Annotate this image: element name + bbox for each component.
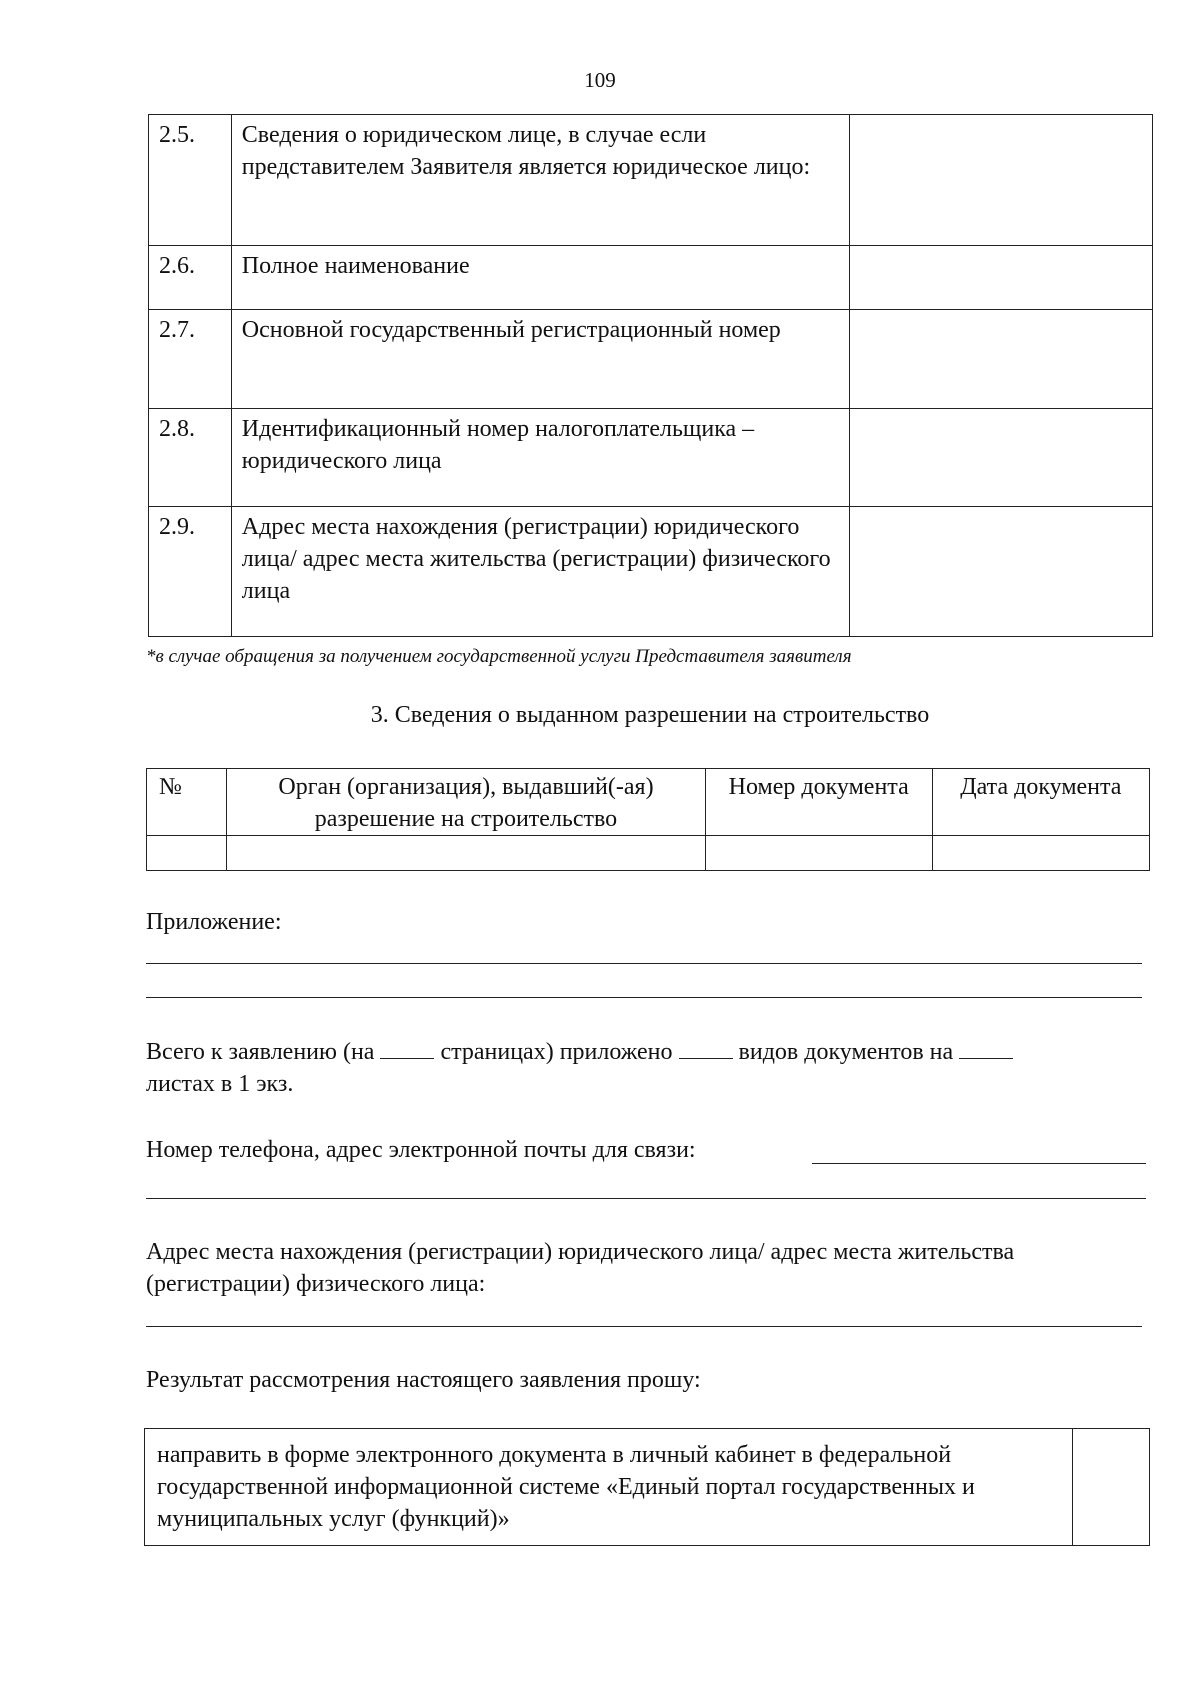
result-options-table bbox=[144, 1428, 1150, 1546]
result-label: Результат рассмотрения настоящего заявления прошу: bbox=[146, 1367, 701, 1393]
row-number: 2.7. bbox=[149, 310, 232, 409]
row-label: Основной государственный регистрационный номер bbox=[231, 310, 849, 409]
result-option-checkbox[interactable] bbox=[1073, 1429, 1150, 1546]
row-number: 2.8. bbox=[149, 409, 232, 507]
attachment-label: Приложение: bbox=[146, 909, 282, 935]
total-part-1: Всего к заявлению (на bbox=[146, 1039, 375, 1065]
doc-types-blank[interactable] bbox=[679, 1036, 733, 1059]
row-label: Полное наименование bbox=[231, 246, 849, 310]
attachment-line-1[interactable] bbox=[146, 963, 1142, 964]
row-number: 2.9. bbox=[149, 507, 232, 637]
cell-document-number[interactable] bbox=[705, 836, 932, 871]
table-row bbox=[149, 115, 1153, 246]
row-value-field[interactable] bbox=[850, 246, 1153, 310]
row-value-field[interactable] bbox=[850, 310, 1153, 409]
pages-blank[interactable] bbox=[380, 1036, 434, 1059]
applicant-table bbox=[148, 114, 1153, 637]
footnote: *в случае обращения за получением государственной услуги Представителя заявителя bbox=[146, 646, 852, 667]
row-value-field[interactable] bbox=[850, 115, 1153, 246]
row-label: Сведения о юридическом лице, в случае если представителем Заявителя является юридическое лицо: bbox=[231, 115, 849, 246]
page-number: 109 bbox=[584, 68, 616, 92]
row-number: 2.5. bbox=[149, 115, 232, 246]
header-document-number: Номер документа bbox=[705, 769, 932, 836]
table-row bbox=[149, 310, 1153, 409]
header-number: № bbox=[147, 769, 227, 836]
total-sentence bbox=[146, 1036, 1156, 1100]
header-issuer: Орган (организация), выдавший(-ая) разрешение на строительство bbox=[227, 769, 705, 836]
phone-email-line-1[interactable] bbox=[812, 1163, 1146, 1164]
table-row bbox=[149, 409, 1153, 507]
table-row bbox=[149, 507, 1153, 637]
row-value-field[interactable] bbox=[850, 507, 1153, 637]
header-document-date: Дата документа bbox=[932, 769, 1149, 836]
table-header-row bbox=[147, 769, 1150, 836]
address-label: Адрес места нахождения (регистрации) юридического лица/ адрес места жительства (регистрации) физического лица: bbox=[146, 1239, 1015, 1297]
permit-table bbox=[146, 768, 1150, 871]
phone-email-line-2[interactable] bbox=[146, 1198, 1146, 1199]
row-value-field[interactable] bbox=[850, 409, 1153, 507]
table-row bbox=[147, 836, 1150, 871]
row-label: Адрес места нахождения (регистрации) юридического лица/ адрес места жительства (регистрации) физического лица bbox=[231, 507, 849, 637]
result-option-text: направить в форме электронного документа в личный кабинет в федеральной государственной информационной системе «Единый портал государственных и муниципальных услуг (функций)» bbox=[145, 1429, 1073, 1546]
row-number: 2.6. bbox=[149, 246, 232, 310]
total-part-4: листах в 1 экз. bbox=[146, 1071, 294, 1097]
total-part-2: страницах) приложено bbox=[440, 1039, 673, 1065]
cell-document-date[interactable] bbox=[932, 836, 1149, 871]
phone-email-label: Номер телефона, адрес электронной почты для связи: bbox=[146, 1137, 696, 1163]
sheets-blank[interactable] bbox=[959, 1036, 1013, 1059]
address-line[interactable] bbox=[146, 1326, 1142, 1327]
row-label: Идентификационный номер налогоплательщика – юридического лица bbox=[231, 409, 849, 507]
cell-issuer[interactable] bbox=[227, 836, 705, 871]
table-row bbox=[149, 246, 1153, 310]
total-part-3: видов документов на bbox=[738, 1039, 954, 1065]
section-title: 3. Сведения о выданном разрешении на строительство bbox=[370, 702, 930, 728]
cell-number[interactable] bbox=[147, 836, 227, 871]
attachment-line-2[interactable] bbox=[146, 997, 1142, 998]
result-option-row bbox=[145, 1429, 1150, 1546]
